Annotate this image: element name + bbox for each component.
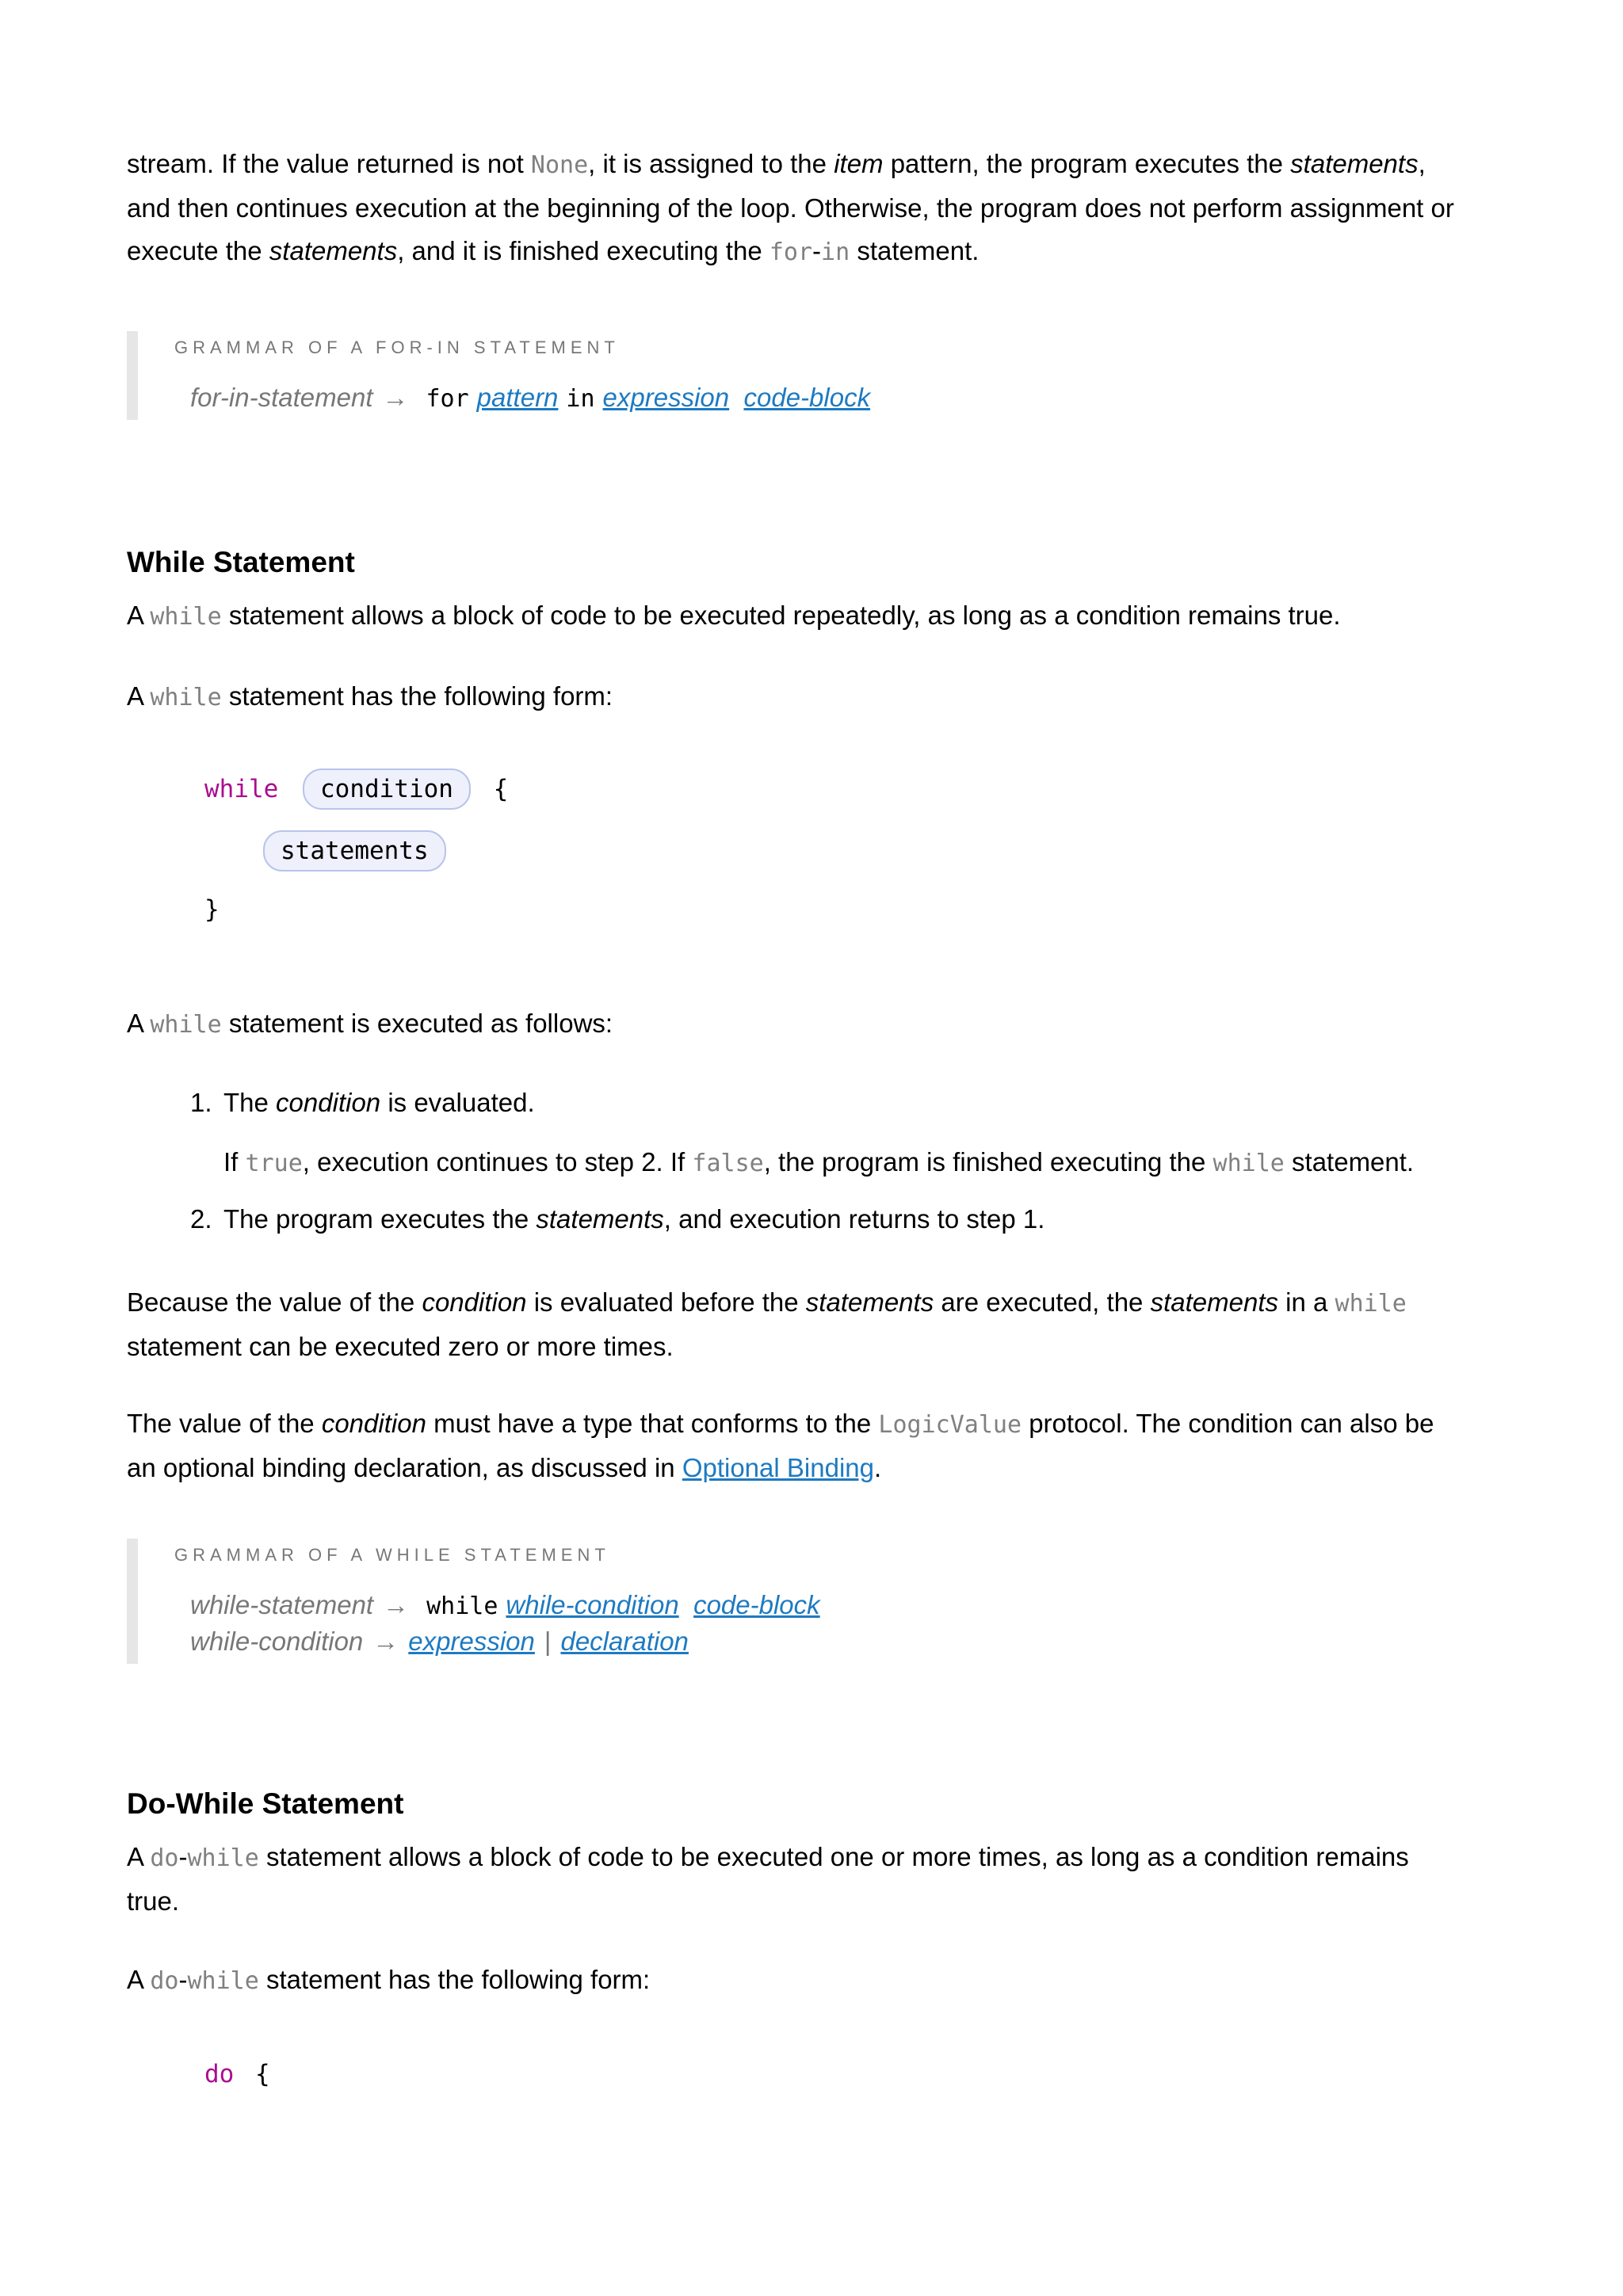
do-while-paragraph-1: A do-while statement allows a block of code to be executed one or more times, as long as a condition remains true. bbox=[127, 1842, 1409, 1916]
code-none: None bbox=[530, 151, 589, 179]
grammar-rule-while-statement: while-statement → while while-condition code-block bbox=[190, 1590, 820, 1620]
arrow-icon: → bbox=[383, 1590, 410, 1619]
grammar-title: GRAMMAR OF A FOR-IN STATEMENT bbox=[174, 338, 620, 357]
grammar-rule-for-in: for-in-statement → for pattern in expression code-block bbox=[190, 383, 871, 413]
while-form-line-2 bbox=[263, 830, 446, 871]
link-expression[interactable]: expression bbox=[408, 1627, 535, 1656]
link-code-block[interactable]: code-block bbox=[693, 1590, 820, 1619]
link-declaration[interactable]: declaration bbox=[560, 1627, 689, 1656]
link-code-block[interactable]: code-block bbox=[743, 383, 871, 412]
arrow-icon: → bbox=[372, 1627, 399, 1656]
grammar-rule-while-condition: while-condition → expression | declaration bbox=[190, 1627, 689, 1656]
section-heading-while: While Statement bbox=[127, 546, 355, 578]
link-expression[interactable]: expression bbox=[602, 383, 730, 412]
intro-paragraph bbox=[127, 143, 1506, 274]
while-form-line-3: } bbox=[204, 895, 220, 924]
grammar-title: GRAMMAR OF A WHILE STATEMENT bbox=[174, 1545, 610, 1565]
while-paragraph-3: A while statement is executed as follows: bbox=[127, 1009, 613, 1039]
while-paragraph-4: Because the value of the condition is evaluated before the statements are executed, the statements in a while statement can be executed zero or more times. bbox=[127, 1287, 1407, 1361]
while-paragraph-5: The value of the condition must have a type that conforms to the LogicValue protocol. The condition can also be an optional binding declaration, as discussed in Optional Binding. bbox=[127, 1409, 1434, 1482]
intro-line-2: and then continues execution at the beginning of the loop. Otherwise, the program does not perform assignment or bbox=[127, 193, 1454, 223]
list-item-sub: If true, execution continues to step 2. If false, the program is finished executing the while statement. bbox=[223, 1147, 1415, 1177]
do-while-paragraph-2: A do-while statement has the following form: bbox=[127, 1965, 651, 1995]
intro-line-1: stream. If the value returned is not None, it is assigned to the item pattern, the program executes the statements, bbox=[127, 149, 1426, 179]
arrow-icon: → bbox=[382, 383, 409, 412]
while-paragraph-2: A while statement has the following form: bbox=[127, 681, 613, 711]
do-while-form-line-1: do { bbox=[204, 2060, 270, 2088]
placeholder-statements: statements bbox=[263, 830, 446, 871]
while-form-block bbox=[127, 769, 840, 943]
do-while-form-block bbox=[127, 2060, 602, 2107]
section-heading-do-while: Do-While Statement bbox=[127, 1787, 404, 1820]
link-pattern[interactable]: pattern bbox=[476, 383, 559, 412]
grammar-for-in-box bbox=[127, 331, 1442, 420]
while-form-line-1: while condition { bbox=[204, 769, 508, 810]
grammar-while-box bbox=[127, 1539, 1442, 1664]
link-while-condition[interactable]: while-condition bbox=[506, 1590, 679, 1619]
while-paragraph-1: A while statement allows a block of code to be executed repeatedly, as long as a condition remains true. bbox=[127, 601, 1341, 631]
link-optional-binding[interactable]: Optional Binding bbox=[682, 1453, 874, 1482]
intro-line-3: execute the statements, and it is finished executing the for-in statement. bbox=[127, 236, 980, 266]
placeholder-condition: condition bbox=[303, 769, 471, 810]
